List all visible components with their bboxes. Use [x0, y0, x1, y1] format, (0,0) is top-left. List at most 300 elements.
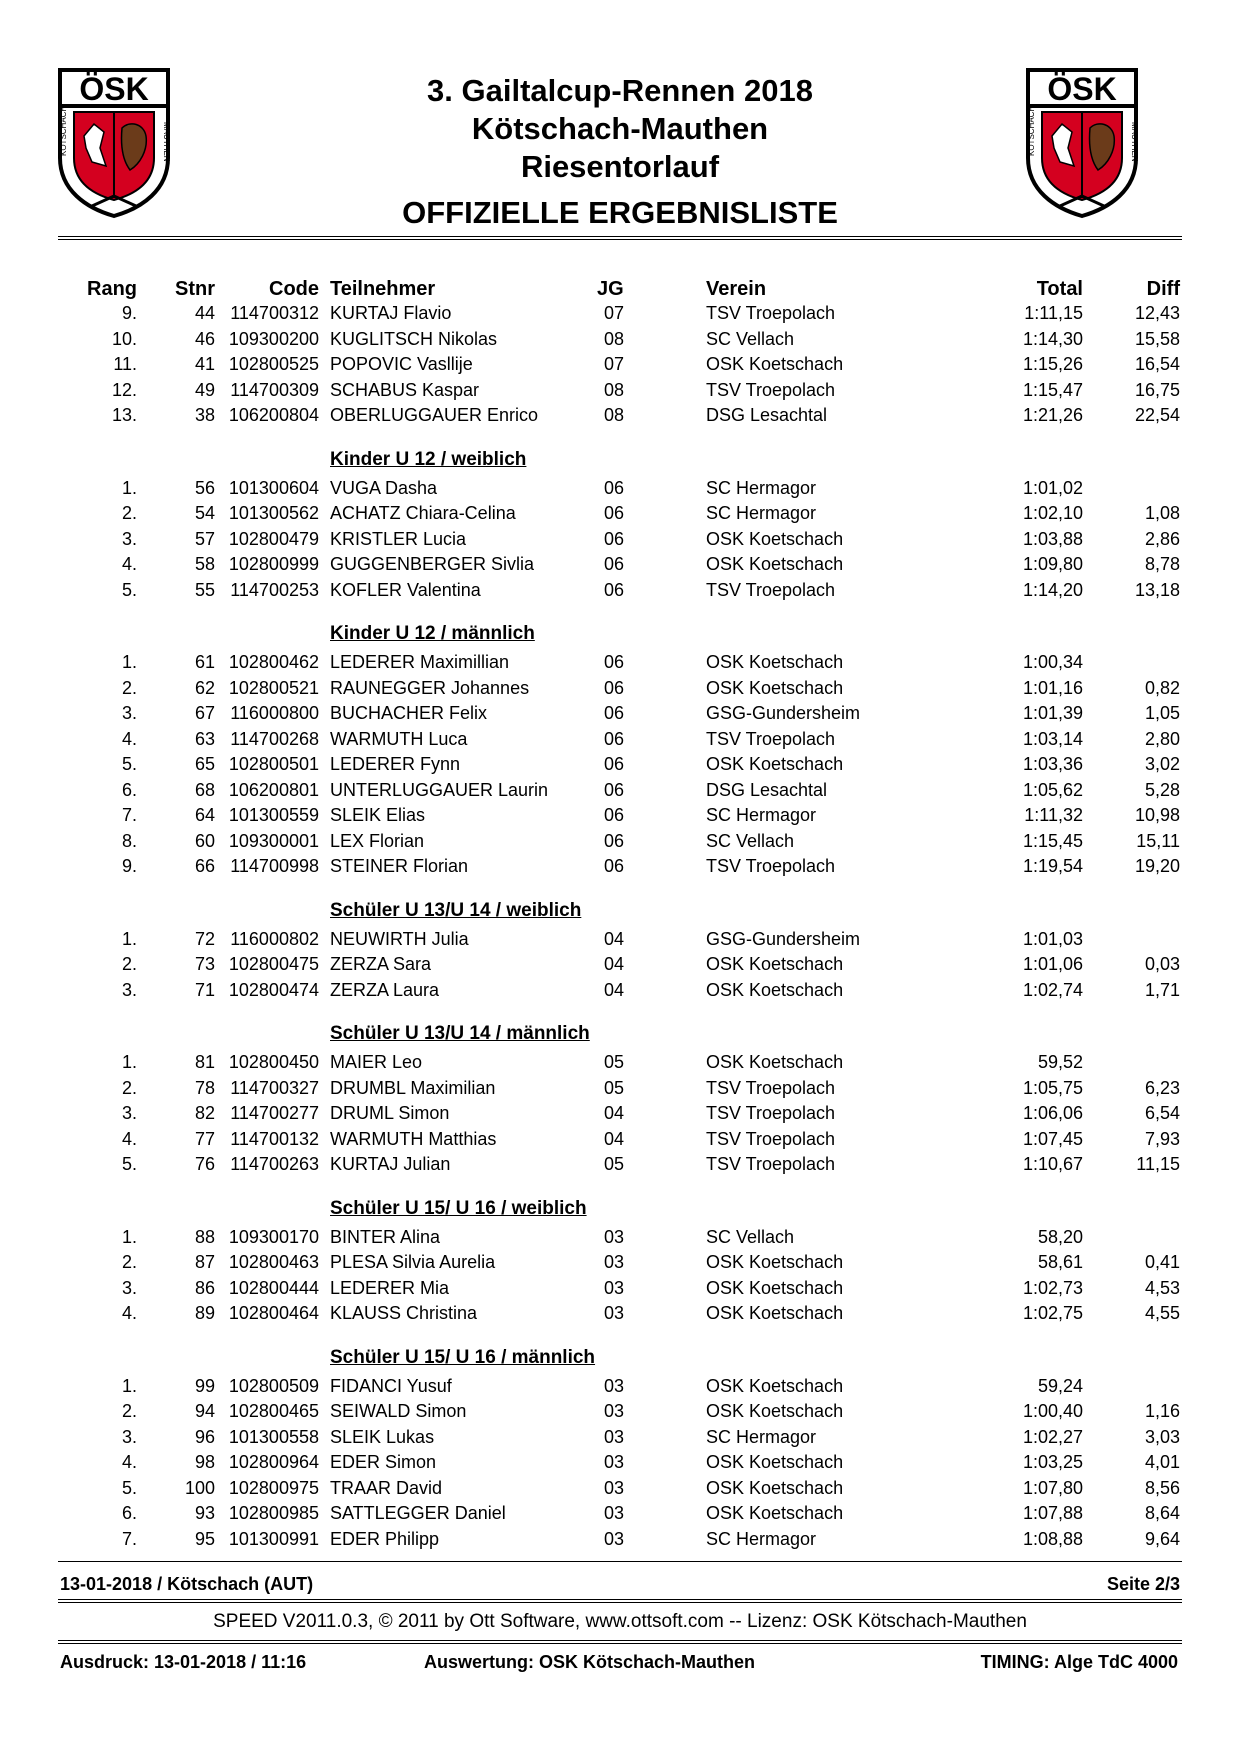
cell-code: 102800525	[228, 354, 319, 374]
result-row	[0, 580, 1240, 606]
cell-code: 101300562	[228, 503, 319, 523]
cell-jg: 06	[604, 579, 625, 600]
result-row	[0, 831, 1240, 857]
cell-stnr: 95	[194, 1528, 215, 1549]
cell-rang: 1.	[121, 477, 137, 498]
cell-code: 102800462	[228, 652, 319, 672]
cell-diff: 4,01	[1144, 1452, 1180, 1472]
cell-code: 116000800	[230, 703, 319, 723]
cell-verein: OSK Koetschach	[706, 954, 844, 974]
cell-total: 1:09,80	[1022, 554, 1083, 574]
cell-jg: 06	[604, 779, 625, 800]
cell-diff: 1,05	[1144, 703, 1180, 723]
cell-name: ZERZA Laura	[330, 979, 440, 1000]
cell-diff: 2,80	[1144, 728, 1180, 749]
footer-timing: TIMING: Alge TdC 4000	[980, 1652, 1178, 1672]
footer-rule-bottom	[58, 1640, 1182, 1644]
cell-name: SLEIK Elias	[330, 805, 426, 825]
result-row	[0, 929, 1240, 955]
list-title: OFFIZIELLE ERGEBNISLISTE	[402, 195, 838, 230]
result-row	[0, 1303, 1240, 1329]
cell-jg: 03	[604, 1477, 625, 1498]
cell-stnr: 73	[194, 954, 215, 974]
footer-evaluation: Auswertung: OSK Kötschach-Mauthen	[424, 1652, 756, 1672]
club-logo-left	[56, 66, 172, 220]
cell-total: 1:02,74	[1022, 979, 1083, 1000]
cell-verein: OSK Koetschach	[706, 754, 844, 774]
cell-rang: 1.	[121, 1052, 137, 1072]
cell-jg: 06	[604, 477, 625, 498]
cell-jg: 03	[604, 1426, 625, 1447]
cell-stnr: 38	[194, 405, 215, 425]
cell-verein: OSK Koetschach	[706, 1252, 844, 1272]
cell-code: 114700263	[230, 1154, 319, 1174]
cell-stnr: 98	[194, 1452, 215, 1472]
cell-code: 102800521	[228, 677, 319, 698]
cell-name: EDER Simon	[330, 1452, 437, 1472]
cell-diff: 9,64	[1144, 1528, 1180, 1549]
cell-diff: 19,20	[1134, 856, 1180, 876]
result-row	[0, 1227, 1240, 1253]
footer-date-location: 13-01-2018 / Kötschach (AUT)	[60, 1574, 314, 1594]
cell-total: 1:15,47	[1022, 379, 1083, 400]
cell-stnr: 93	[194, 1503, 215, 1523]
cell-verein: OSK Koetschach	[706, 979, 844, 1000]
cell-code: 102800474	[228, 979, 319, 1000]
cell-stnr: 63	[194, 728, 215, 749]
cell-total: 1:03,25	[1022, 1452, 1083, 1472]
cell-code: 102800964	[228, 1452, 319, 1472]
col-verein: Verein	[706, 278, 767, 300]
cell-verein: DSG Lesachtal	[706, 405, 828, 425]
cell-verein: TSV Troepolach	[706, 1103, 836, 1123]
cell-name: TRAAR David	[330, 1477, 443, 1498]
cell-total: 1:00,34	[1022, 652, 1083, 672]
cell-jg: 06	[604, 805, 625, 825]
cell-total: 1:03,14	[1022, 728, 1083, 749]
cell-diff: 7,93	[1144, 1128, 1180, 1149]
cell-verein: OSK Koetschach	[706, 1503, 844, 1523]
logo-text: ÖSK	[79, 71, 149, 107]
cell-code: 102800479	[228, 528, 319, 549]
cell-code: 102800450	[228, 1052, 319, 1072]
cell-rang: 4.	[121, 1452, 137, 1472]
cell-verein: SC Hermagor	[706, 805, 817, 825]
cell-diff: 2,86	[1144, 528, 1180, 549]
cell-diff: 0,41	[1144, 1252, 1180, 1272]
cell-code: 109300170	[228, 1226, 319, 1247]
cell-total: 58,20	[1037, 1226, 1083, 1247]
result-row	[0, 554, 1240, 580]
event-title: 3. Gailtalcup-Rennen 2018	[427, 73, 813, 108]
result-row	[0, 754, 1240, 780]
cell-jg: 04	[604, 928, 625, 949]
cell-diff: 3,02	[1144, 754, 1180, 774]
cell-rang: 4.	[121, 554, 137, 574]
cell-total: 1:02,27	[1022, 1426, 1083, 1447]
cell-code: 101300991	[228, 1528, 319, 1549]
cell-rang: 11.	[113, 354, 137, 374]
cell-code: 106200804	[228, 405, 319, 425]
cell-jg: 04	[604, 1128, 625, 1149]
col-code: Code	[269, 278, 319, 300]
category-heading: Schüler U 15/ U 16 / weiblich	[330, 1197, 587, 1219]
cell-code: 106200801	[228, 779, 319, 800]
result-row	[0, 1252, 1240, 1278]
cell-total: 1:05,75	[1022, 1077, 1083, 1098]
cell-total: 1:00,40	[1022, 1401, 1083, 1421]
cell-total: 1:02,75	[1022, 1303, 1083, 1323]
cell-jg: 05	[604, 1154, 625, 1174]
cell-code: 102800501	[228, 754, 319, 774]
cell-diff: 22,54	[1134, 405, 1180, 425]
cell-verein: SC Vellach	[706, 1226, 795, 1247]
cell-verein: SC Hermagor	[706, 477, 817, 498]
cell-jg: 07	[604, 303, 625, 323]
cell-total: 1:07,45	[1022, 1128, 1083, 1149]
cell-name: EDER Philipp	[330, 1528, 440, 1549]
cell-total: 1:11,15	[1024, 303, 1083, 323]
cell-total: 59,24	[1037, 1375, 1083, 1396]
result-row	[0, 529, 1240, 555]
cell-jg: 04	[604, 954, 625, 974]
cell-code: 114700327	[230, 1077, 319, 1098]
cell-diff: 16,75	[1134, 379, 1180, 400]
cell-code: 114700268	[230, 728, 319, 749]
logo-side-right: MAUTHEN	[162, 122, 171, 162]
cell-rang: 3.	[121, 703, 137, 723]
cell-name: UNTERLUGGAUER Laurin	[330, 779, 549, 800]
cell-verein: TSV Troepolach	[706, 303, 836, 323]
cell-name: ZERZA Sara	[330, 954, 432, 974]
cell-rang: 10.	[111, 328, 137, 349]
cell-name: BUCHACHER Felix	[330, 703, 488, 723]
cell-verein: OSK Koetschach	[706, 1375, 844, 1396]
cell-total: 1:07,80	[1022, 1477, 1083, 1498]
cell-stnr: 99	[194, 1375, 215, 1396]
cell-diff: 8,64	[1144, 1503, 1180, 1523]
cell-verein: TSV Troepolach	[706, 579, 836, 600]
cell-total: 1:05,62	[1022, 779, 1083, 800]
cell-rang: 4.	[121, 1303, 137, 1323]
col-diff: Diff	[1146, 278, 1180, 300]
cell-diff: 4,53	[1144, 1277, 1180, 1298]
cell-code: 102800444	[228, 1277, 319, 1298]
cell-verein: TSV Troepolach	[706, 1154, 836, 1174]
cell-diff: 13,18	[1134, 579, 1180, 600]
col-name: Teilnehmer	[330, 278, 436, 300]
cell-name: ACHATZ Chiara-Celina	[330, 503, 516, 523]
cell-rang: 3.	[121, 1426, 137, 1447]
cell-total: 1:02,10	[1022, 503, 1083, 523]
cell-stnr: 66	[194, 856, 215, 876]
event-location: Kötschach-Mauthen	[471, 111, 769, 146]
cell-rang: 2.	[121, 954, 137, 974]
result-row	[0, 652, 1240, 678]
cell-total: 1:14,30	[1022, 328, 1083, 349]
cell-code: 114700998	[230, 856, 319, 876]
cell-diff: 15,11	[1136, 830, 1180, 851]
cell-stnr: 58	[194, 554, 215, 574]
cell-jg: 03	[604, 1303, 625, 1323]
result-row	[0, 856, 1240, 882]
result-row	[0, 1427, 1240, 1453]
cell-code: 102800999	[228, 554, 319, 574]
cell-jg: 03	[604, 1277, 625, 1298]
logo-side-right: MAUTHEN	[1130, 122, 1139, 162]
cell-code: 102800463	[228, 1252, 319, 1272]
cell-stnr: 82	[194, 1103, 215, 1123]
cell-total: 1:01,16	[1022, 677, 1083, 698]
cell-total: 1:03,88	[1022, 528, 1083, 549]
cell-name: SATTLEGGER Daniel	[330, 1503, 506, 1523]
category-heading: Kinder U 12 / männlich	[330, 623, 535, 644]
result-row	[0, 405, 1240, 431]
footer-printed: Ausdruck: 13-01-2018 / 11:16	[60, 1652, 307, 1672]
result-row	[0, 954, 1240, 980]
cell-total: 1:10,67	[1022, 1154, 1083, 1174]
cell-diff: 8,78	[1144, 554, 1180, 574]
cell-diff: 16,54	[1134, 354, 1180, 374]
cell-rang: 9.	[121, 303, 137, 323]
cell-diff: 8,56	[1144, 1477, 1180, 1498]
result-row	[0, 503, 1240, 529]
cell-diff: 1,16	[1144, 1401, 1180, 1421]
cell-name: NEUWIRTH Julia	[330, 928, 469, 949]
cell-rang: 3.	[121, 1277, 137, 1298]
cell-verein: OSK Koetschach	[706, 1477, 844, 1498]
cell-code: 102800985	[228, 1503, 319, 1523]
cell-stnr: 100	[184, 1477, 215, 1498]
cell-jg: 06	[604, 754, 625, 774]
cell-rang: 1.	[121, 1226, 137, 1247]
cell-jg: 03	[604, 1503, 625, 1523]
cell-total: 1:02,73	[1022, 1277, 1083, 1298]
cell-verein: OSK Koetschach	[706, 677, 844, 698]
cell-code: 114700132	[230, 1128, 319, 1149]
cell-verein: SC Hermagor	[706, 1528, 817, 1549]
cell-jg: 06	[604, 856, 625, 876]
result-row	[0, 805, 1240, 831]
col-rang: Rang	[87, 278, 137, 300]
category-heading: Schüler U 13/U 14 / weiblich	[330, 899, 582, 921]
footer-rule-top	[58, 1561, 1182, 1562]
cell-jg: 03	[604, 1452, 625, 1472]
cell-jg: 05	[604, 1052, 625, 1072]
cell-total: 1:01,02	[1022, 477, 1083, 498]
col-jg: JG	[597, 278, 624, 300]
cell-rang: 6.	[121, 779, 137, 800]
result-row	[0, 354, 1240, 380]
cell-rang: 9.	[121, 856, 137, 876]
cell-diff: 11,15	[1136, 1154, 1180, 1174]
footer-rule-mid	[58, 1599, 1182, 1603]
cell-jg: 08	[604, 405, 625, 425]
cell-rang: 1.	[121, 928, 137, 949]
cell-verein: OSK Koetschach	[706, 528, 844, 549]
cell-total: 58,61	[1037, 1252, 1083, 1272]
cell-name: LEDERER Fynn	[330, 754, 461, 774]
cell-name: VUGA Dasha	[330, 477, 438, 498]
cell-stnr: 46	[194, 328, 215, 349]
cell-name: OBERLUGGAUER Enrico	[330, 405, 539, 425]
category-heading: Schüler U 15/ U 16 / männlich	[330, 1346, 596, 1368]
cell-verein: SC Hermagor	[706, 503, 817, 523]
cell-diff: 15,58	[1134, 328, 1180, 349]
cell-diff: 1,08	[1144, 503, 1180, 523]
result-row	[0, 980, 1240, 1006]
cell-name: DRUMBL Maximilian	[330, 1077, 496, 1098]
cell-jg: 03	[604, 1528, 625, 1549]
cell-jg: 03	[604, 1401, 625, 1421]
cell-name: MAIER Leo	[330, 1052, 423, 1072]
col-stnr: Stnr	[175, 278, 215, 300]
cell-jg: 06	[604, 503, 625, 523]
cell-verein: SC Vellach	[706, 328, 795, 349]
cell-stnr: 65	[194, 754, 215, 774]
cell-diff: 12,43	[1134, 303, 1180, 323]
club-logo-right	[1024, 66, 1140, 220]
cell-code: 114700277	[230, 1103, 319, 1123]
cell-jg: 06	[604, 677, 625, 698]
cell-total: 1:08,88	[1022, 1528, 1083, 1549]
cell-stnr: 88	[194, 1226, 215, 1247]
cell-total: 1:14,20	[1022, 579, 1083, 600]
cell-stnr: 71	[194, 979, 215, 1000]
title-block	[300, 72, 940, 232]
cell-total: 1:06,06	[1022, 1103, 1083, 1123]
cell-stnr: 87	[194, 1252, 215, 1272]
cell-rang: 12.	[111, 379, 137, 400]
cell-verein: OSK Koetschach	[706, 554, 844, 574]
cell-name: KURTAJ Flavio	[330, 303, 452, 323]
result-row	[0, 478, 1240, 504]
cell-name: LEDERER Mia	[330, 1277, 450, 1298]
cell-jg: 06	[604, 703, 625, 723]
cell-name: KOFLER Valentina	[330, 579, 481, 600]
cell-stnr: 54	[194, 503, 215, 523]
cell-name: BINTER Alina	[330, 1226, 441, 1247]
cell-total: 1:21,26	[1022, 405, 1083, 425]
cell-stnr: 56	[194, 477, 215, 498]
cell-jg: 08	[604, 379, 625, 400]
cell-total: 1:01,39	[1022, 703, 1083, 723]
result-row	[0, 1129, 1240, 1155]
cell-diff: 4,55	[1144, 1303, 1180, 1323]
cell-code: 102800464	[228, 1303, 319, 1323]
cell-rang: 2.	[121, 503, 137, 523]
result-row	[0, 1401, 1240, 1427]
cell-code: 114700253	[230, 579, 319, 600]
cell-stnr: 68	[194, 779, 215, 800]
cell-rang: 3.	[121, 528, 137, 549]
cell-rang: 1.	[121, 652, 137, 672]
result-row	[0, 303, 1240, 329]
cell-stnr: 77	[194, 1128, 215, 1149]
cell-verein: TSV Troepolach	[706, 1128, 836, 1149]
cell-jg: 07	[604, 354, 625, 374]
cell-verein: TSV Troepolach	[706, 728, 836, 749]
cell-jg: 08	[604, 328, 625, 349]
cell-jg: 03	[604, 1252, 625, 1272]
cell-rang: 6.	[121, 1503, 137, 1523]
cell-verein: OSK Koetschach	[706, 1401, 844, 1421]
cell-stnr: 89	[194, 1303, 215, 1323]
cell-stnr: 86	[194, 1277, 215, 1298]
cell-verein: OSK Koetschach	[706, 1303, 844, 1323]
result-row	[0, 1478, 1240, 1504]
cell-stnr: 44	[194, 303, 215, 323]
cell-jg: 04	[604, 1103, 625, 1123]
logo-text: ÖSK	[1047, 71, 1117, 107]
cell-stnr: 64	[194, 805, 215, 825]
result-row	[0, 1052, 1240, 1078]
cell-stnr: 60	[194, 830, 215, 851]
cell-jg: 06	[604, 652, 625, 672]
cell-jg: 06	[604, 554, 625, 574]
cell-diff: 6,23	[1144, 1077, 1180, 1098]
cell-code: 116000802	[230, 928, 319, 949]
cell-rang: 5.	[121, 579, 137, 600]
cell-name: FIDANCI Yusuf	[330, 1375, 452, 1396]
cell-name: KLAUSS Christina	[330, 1303, 478, 1323]
cell-verein: TSV Troepolach	[706, 1077, 836, 1098]
cell-jg: 03	[604, 1375, 625, 1396]
cell-stnr: 78	[194, 1077, 215, 1098]
cell-verein: OSK Koetschach	[706, 1452, 844, 1472]
header-rule	[58, 236, 1182, 240]
cell-name: KRISTLER Lucia	[330, 528, 467, 549]
cell-code: 101300558	[228, 1426, 319, 1447]
cell-code: 102800975	[228, 1477, 319, 1498]
cell-total: 1:01,03	[1022, 928, 1083, 949]
cell-code: 101300604	[228, 477, 319, 498]
cell-total: 1:07,88	[1022, 1503, 1083, 1523]
cell-total: 1:15,26	[1022, 354, 1083, 374]
cell-diff: 3,03	[1144, 1426, 1180, 1447]
result-row	[0, 1529, 1240, 1555]
cell-verein: TSV Troepolach	[706, 379, 836, 400]
cell-rang: 8.	[121, 830, 137, 851]
cell-verein: OSK Koetschach	[706, 354, 844, 374]
cell-name: SEIWALD Simon	[330, 1401, 467, 1421]
result-row	[0, 1103, 1240, 1129]
cell-total: 1:03,36	[1022, 754, 1083, 774]
cell-jg: 03	[604, 1226, 625, 1247]
cell-diff: 0,03	[1144, 954, 1180, 974]
cell-verein: GSG-Gundersheim	[706, 928, 861, 949]
cell-diff: 6,54	[1144, 1103, 1180, 1123]
cell-total: 1:01,06	[1022, 954, 1083, 974]
cell-code: 109300001	[228, 830, 319, 851]
cell-name: WARMUTH Luca	[330, 728, 468, 749]
cell-stnr: 76	[194, 1154, 215, 1174]
cell-verein: OSK Koetschach	[706, 1277, 844, 1298]
cell-name: STEINER Florian	[330, 856, 469, 876]
result-row	[0, 678, 1240, 704]
cell-jg: 06	[604, 830, 625, 851]
cell-verein: GSG-Gundersheim	[706, 703, 861, 723]
cell-stnr: 62	[194, 677, 215, 698]
cell-verein: OSK Koetschach	[706, 1052, 844, 1072]
cell-diff: 1,71	[1144, 979, 1180, 1000]
cell-stnr: 61	[194, 652, 215, 672]
col-total: Total	[1036, 278, 1083, 300]
cell-name: LEDERER Maximillian	[330, 652, 510, 672]
footer-page: Seite 2/3	[1106, 1574, 1180, 1594]
cell-verein: OSK Koetschach	[706, 652, 844, 672]
cell-rang: 7.	[121, 1528, 137, 1549]
